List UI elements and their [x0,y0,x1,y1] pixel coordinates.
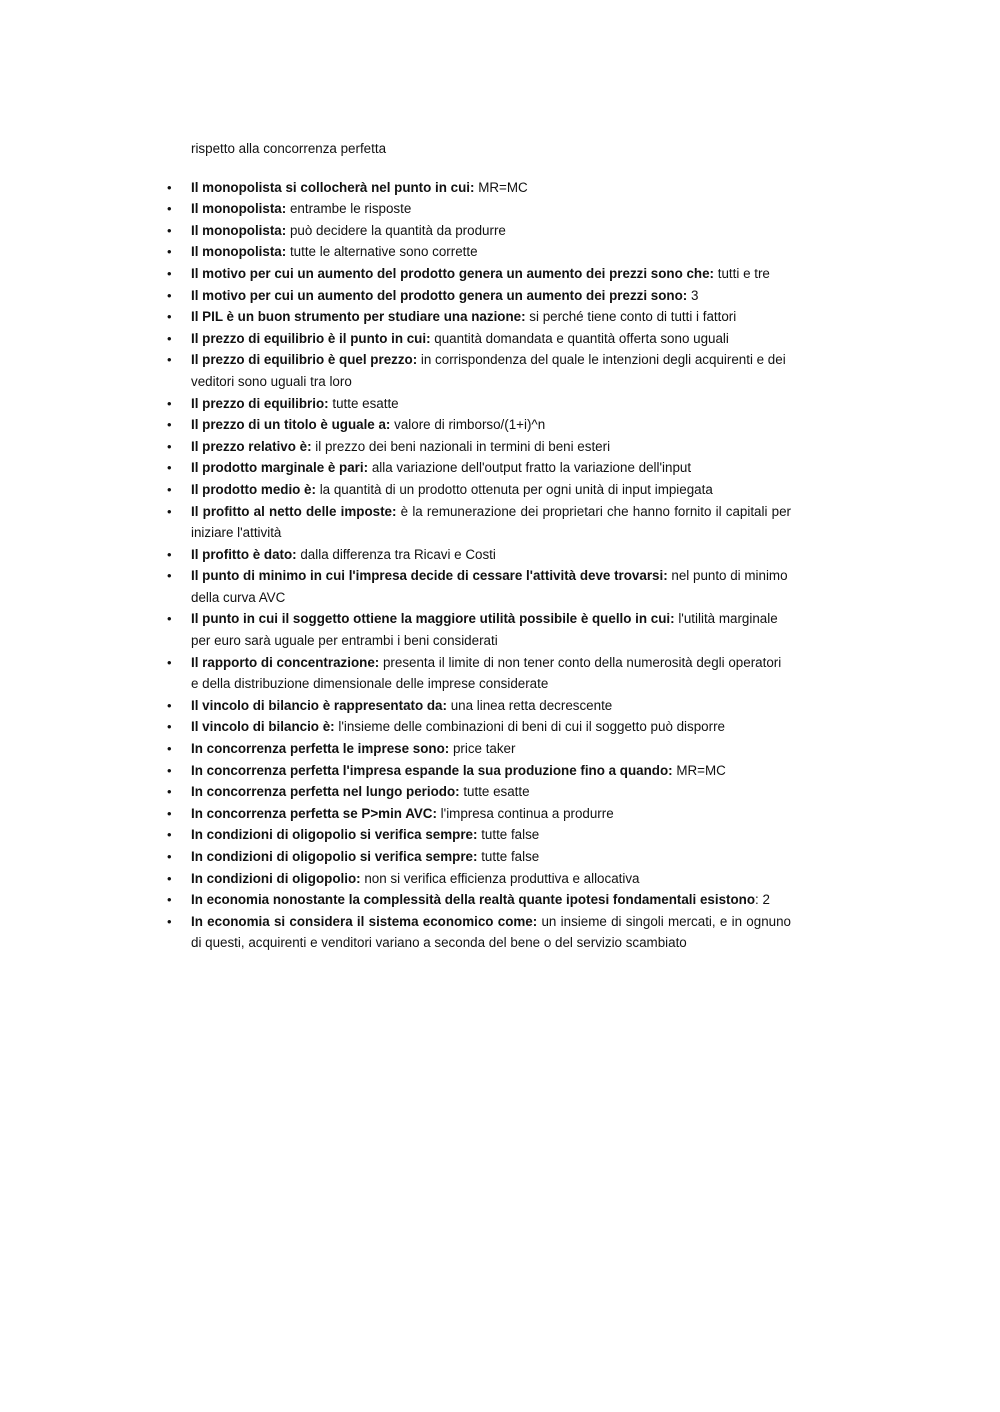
answer-text: in corrispondenza del quale le intenzioni degli acquirenti e dei veditori sono uguali tra loro [191,352,786,389]
bullet-icon: • [167,870,172,886]
bullet-icon: • [167,417,172,433]
bullet-icon: • [167,179,172,195]
list-item [167,328,791,350]
question-text: In condizioni di oligopolio si verifica sempre: [191,827,478,843]
bullet-icon: • [167,309,172,325]
list-item [167,716,791,738]
bullet-icon: • [167,481,172,497]
question-text: Il motivo per cui un aumento del prodotto genera un aumento dei prezzi sono: [191,287,688,303]
question-text: In condizioni di oligopolio si verifica sempre: [191,849,478,864]
answer-text: : 2 [755,892,770,908]
question-text: Il prezzo di equilibrio è il punto in cui: [191,330,431,346]
answer-text: tutte le alternative sono corrette [289,244,478,260]
list-item [167,436,791,458]
question-text: In concorrenza perfetta se P>min AVC: [191,805,437,821]
question-text: Il profitto è dato: [191,546,297,562]
question-text: Il monopolista: [191,222,287,238]
list-item [167,889,791,911]
list-item [167,177,791,199]
bullet-icon: • [167,892,172,908]
answer-text: MR=MC [676,762,726,778]
bullet-icon: • [167,697,172,713]
question-text: Il prezzo di equilibrio: [191,395,329,411]
list-item [167,868,791,890]
list-item [167,846,791,868]
bullet-icon: • [167,438,172,454]
answer-text: tutti e tre [717,265,770,281]
bullet-icon: • [167,784,172,800]
list-item [167,544,791,566]
answer-text: MR=MC [478,179,528,195]
list-item [167,781,791,803]
answer-text: presenta il limite di non tener conto della numerosità degli operatori e della distribuzione dimensionale delle imprese considerate [191,654,782,692]
question-text: Il prodotto marginale è pari: [191,460,369,476]
answer-text: 3 [690,287,699,303]
list-item [167,824,791,846]
list-item [167,803,791,825]
list-item [167,479,791,501]
bullet-icon: • [167,546,172,562]
answer-text: il prezzo dei beni nazionali in termini di beni esteri [315,438,611,454]
answer-text: la quantità di un prodotto ottenuta per ogni unità di input impiegata [319,481,713,497]
bullet-icon: • [167,762,172,778]
answer-text: si perché tiene conto di tutti i fattori [529,309,737,325]
answer-text: l'utilità marginale per euro sarà uguale per entrambi i beni considerati [191,611,778,649]
list-item [167,241,791,263]
list-item [167,501,791,544]
answer-text: tutte false [481,849,540,864]
question-text: Il punto in cui il soggetto ottiene la maggiore utilità possibile è quello in cui: [191,611,675,627]
answer-text: nel punto di minimo della curva AVC [191,568,788,605]
bullet-icon: • [167,741,172,757]
list-item [167,738,791,760]
bullet-icon: • [167,568,172,584]
question-text: Il rapporto di concentrazione: [191,654,380,670]
list-item [167,760,791,782]
question-text: Il monopolista: [191,244,287,260]
bullet-icon: • [167,503,172,519]
question-text: Il prezzo relativo è: [191,438,312,454]
list-item [167,393,791,415]
list-item [167,414,791,436]
bullet-icon: • [167,827,172,843]
answer-text: quantità domandata e quantità offerta sono uguali [434,330,729,346]
question-text: Il motivo per cui un aumento del prodotto genera un aumento dei prezzi sono che: [191,265,715,281]
answer-text: alla variazione dell'output fratto la variazione dell'input [371,460,692,476]
bullet-icon: • [167,913,172,929]
question-text: Il punto di minimo in cui l'impresa decide di cessare l'attività deve trovarsi: [191,568,668,584]
question-text: Il prezzo di un titolo è uguale a: [191,417,391,433]
bullet-icon: • [167,849,172,864]
bullet-icon: • [167,222,172,238]
question-text: Il PIL è un buon strumento per studiare una nazione: [191,309,526,325]
question-text: Il profitto al netto delle imposte: [191,503,397,519]
list-item [167,285,791,307]
answer-text: l'impresa continua a produrre [440,805,614,821]
answer-text: tutte esatte [463,784,530,800]
list-item [167,306,791,328]
list-item [167,652,791,695]
bullet-icon: • [167,352,172,368]
continuation-text: rispetto alla concorrenza perfetta [191,141,387,156]
question-text: In economia si considera il sistema economico come: [191,913,538,929]
answer-text: non si verifica efficienza produttiva e allocativa [364,870,640,886]
list-item [167,220,791,242]
answer-text: un insieme di singoli mercati, e in ognuno di questi, acquirenti e venditori variano a seconda del bene o del servizio scambiato [191,913,791,951]
answer-text: tutte false [481,827,540,843]
bullet-icon: • [167,805,172,821]
question-text: In concorrenza perfetta l'impresa espande la sua produzione fino a quando: [191,762,673,778]
bullet-icon: • [167,395,172,411]
question-text: In economia nonostante la complessità della realtà quante ipotesi fondamentali esistono [191,892,756,908]
bullet-icon: • [167,611,172,627]
list-item [167,608,791,651]
answer-text: una linea retta decrescente [450,697,613,713]
answer-text: tutte esatte [332,395,399,411]
answer-text: l'insieme delle combinazioni di beni di cui il soggetto può disporre [338,719,725,735]
answer-text: è la remunerazione dei proprietari che hanno fornito il capitali per iniziare l'attività [191,503,791,541]
answer-text: price taker [452,741,516,757]
answer-text: valore di rimborso/(1+i)^n [394,417,546,433]
bullet-icon: • [167,287,172,303]
bullet-icon: • [167,244,172,260]
qa-list [167,177,791,954]
bullet-icon: • [167,265,172,281]
question-text: In concorrenza perfetta nel lungo periodo: [191,784,460,800]
question-text: Il prodotto medio è: [191,481,316,497]
bullet-icon: • [167,654,172,670]
answer-text: può decidere la quantità da produrre [289,222,506,238]
list-item [167,695,791,717]
list-item [167,565,791,608]
question-text: In concorrenza perfetta le imprese sono: [191,741,450,757]
question-text: Il monopolista: [191,201,287,217]
bullet-icon: • [167,201,172,217]
list-item [167,198,791,220]
page-content [167,138,791,954]
answer-text: entrambe le risposte [289,201,412,217]
answer-text: dalla differenza tra Ricavi e Costi [300,546,496,562]
list-item [167,457,791,479]
bullet-icon: • [167,460,172,476]
bullet-icon: • [167,330,172,346]
list-item [167,911,791,954]
question-text: Il monopolista si collocherà nel punto in cui: [191,179,475,195]
list-item [167,349,791,392]
bullet-icon: • [167,719,172,735]
list-item [167,263,791,285]
question-text: Il prezzo di equilibrio è quel prezzo: [191,352,418,368]
question-text: Il vincolo di bilancio è: [191,719,335,735]
question-text: In condizioni di oligopolio: [191,870,361,886]
question-text: Il vincolo di bilancio è rappresentato da: [191,697,447,713]
